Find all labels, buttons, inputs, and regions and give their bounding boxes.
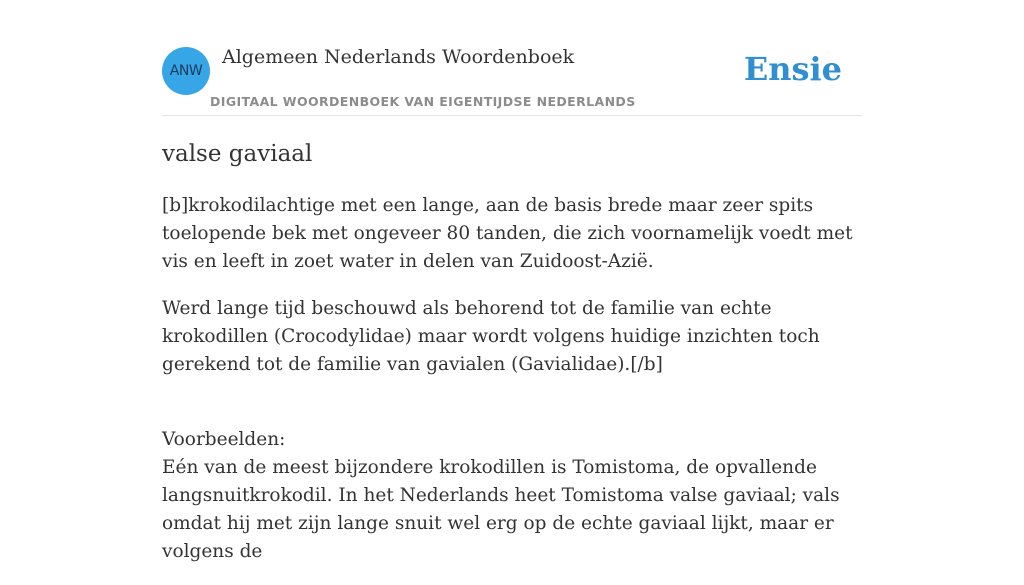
ensie-brand-logo[interactable]: Ensie xyxy=(743,50,842,88)
entry-examples: Voorbeelden: Eén van de meest bijzondere krokodillen is Tomistoma, de opvallende langsnuitkrokodil. In het Nederlands heet Tomistoma valse gaviaal; vals omdat hij met zijn lange snuit wel erg op de echte gaviaal lijkt, maar er volgens de xyxy=(162,429,840,562)
entry-note: Werd lange tijd beschouwd als behorend tot de familie van echte krokodillen (Crocodylidae) maar wordt volgens huidige inzichten toch gerekend tot de familie van gavialen (Gavialidae).[/b] xyxy=(162,298,820,375)
site-subtitle: DIGITAAL WOORDENBOEK VAN EIGENTIJDSE NEDERLANDS xyxy=(210,94,636,109)
entry-title: valse gaviaal xyxy=(162,141,313,167)
anw-logo[interactable]: ANW xyxy=(162,47,210,95)
entry-definition: [b]krokodilachtige met een lange, aan de basis brede maar zeer spits toelopende bek met ongeveer 80 tanden, die zich voornamelijk voedt met vis en leeft in zoet water in delen van Zuidoost-Azië. xyxy=(162,195,853,272)
site-title[interactable]: Algemeen Nederlands Woordenboek xyxy=(222,46,575,68)
entry-content xyxy=(162,138,862,585)
site-header xyxy=(162,0,862,116)
